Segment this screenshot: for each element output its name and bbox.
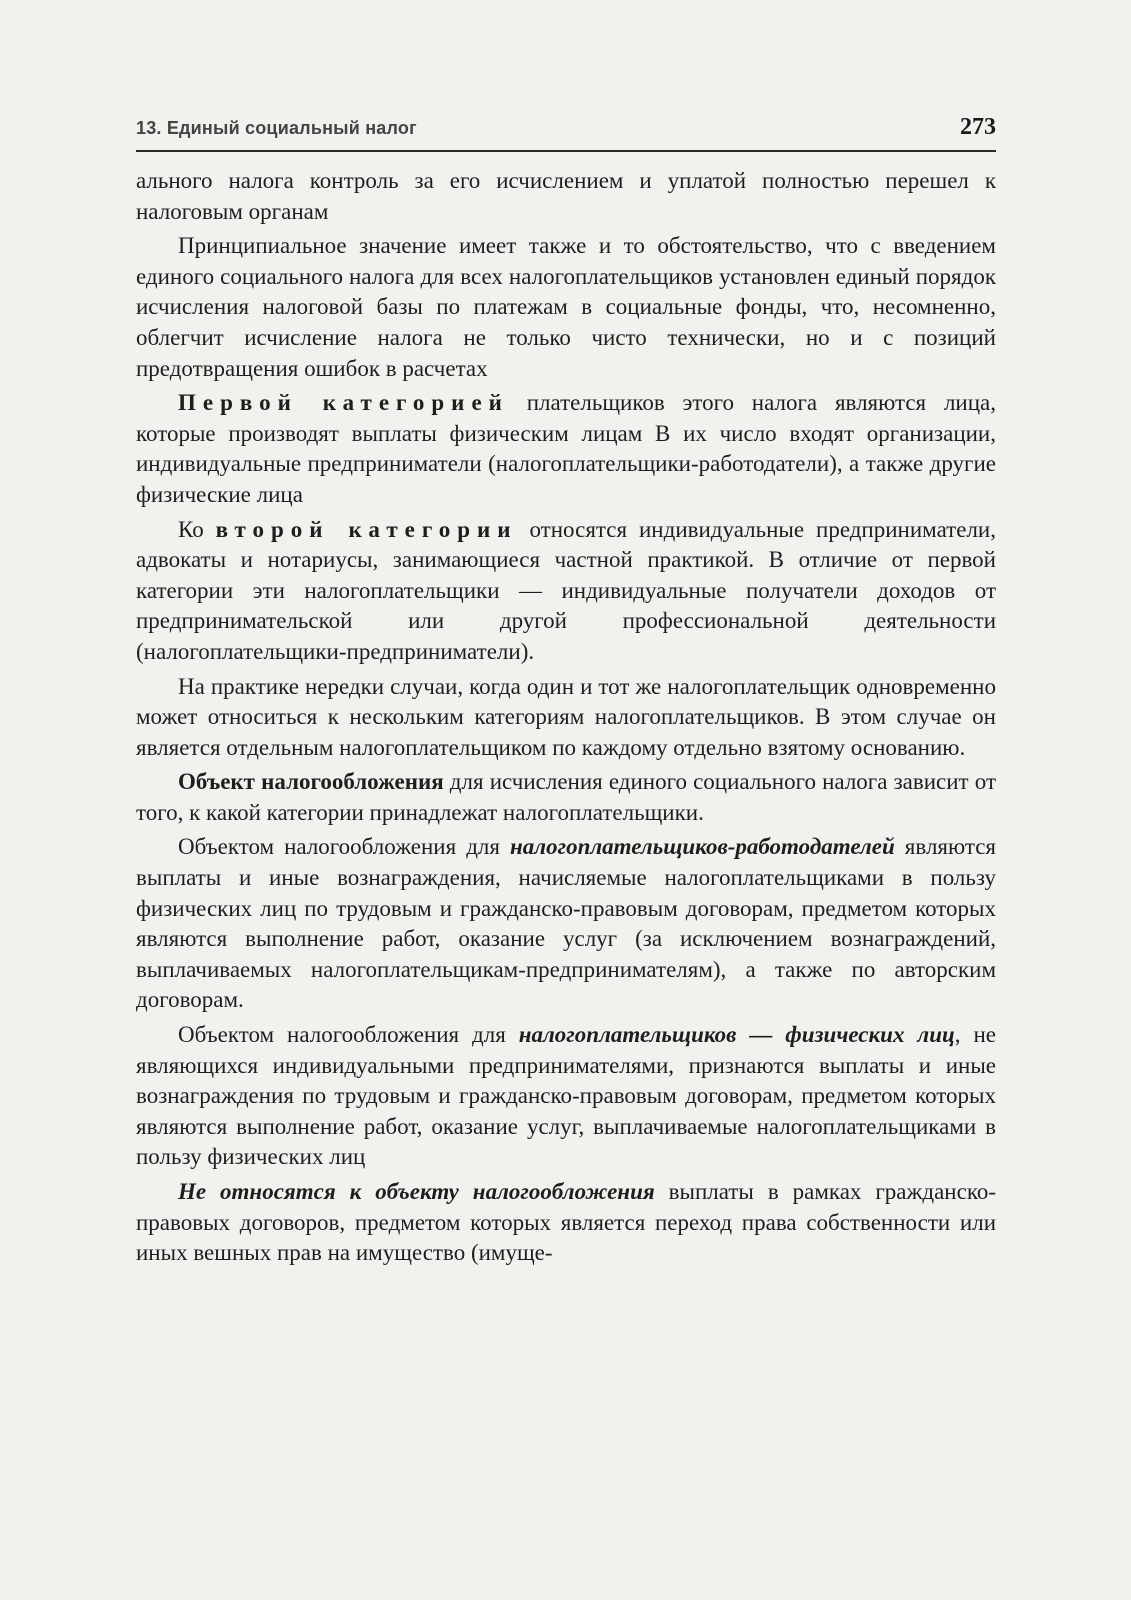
paragraph-9-text: выплаты в рамках гражданско-правовых договоров, предметом которых является переход права собственности или иных вешных прав на имущество (имуще- (136, 1179, 996, 1266)
paragraph-4-text: относятся индивидуальные предприниматели, адвокаты и нотариусы, занимающиеся частной практикой. В отличие от первой категории эти налогоплательщики — индивидуальные получатели доходов от предпринимательской или другой профессиональной деятельности (налогоплательщики-предприниматели). (136, 516, 996, 664)
term-not-taxable: Не относятся к объекту налогообложения (178, 1179, 655, 1204)
paragraph-3-text: плательщиков этого налога являются лица, которые производят выплаты физическим лицам В их число входят организации, индивидуальные предприниматели (налогоплательщики-работодатели), а также другие физические лица (136, 390, 996, 507)
term-tax-object: Объект налогообложения (178, 769, 444, 795)
paragraph-7-text: являются выплаты и иные вознаграждения, начисляемые налогоплательщиками в пользу физических лиц по трудовым и гражданско-правовым договорам, предметом которых являются выполнение работ, оказание услуг (за исключением вознаграждений, выплачиваемых налогоплательщикам-предпринимателям), а также по авторским договорам. (136, 834, 996, 1013)
paragraph-8-prefix: Объектом налогообложения для (178, 1022, 519, 1048)
paragraph-8-text: , не являющихся индивидуальными предпринимателями, признаются выплаты и иные вознаграждения по трудовым и гражданско-правовым договорам, предметом которых являются выполнение работ, оказание услуг, выплачиваемые налогоплательщиками в пользу физических лиц (136, 1022, 996, 1170)
term-first-category: Первой категорией (178, 390, 509, 416)
page-number: 273 (960, 114, 996, 140)
paragraph-5: На практике нередки случаи, когда один и тот же налогоплательщик одновременно может относиться к нескольким категориям налогоплательщиков. В этом случае он является отдельным налогоплательщиком по каждому отдельно взятому основанию. (136, 673, 996, 760)
term-second-category: второй категории (215, 516, 518, 542)
paragraph-9 (136, 1177, 996, 1269)
term-individuals: налогоплательщиков — физических лиц (518, 1022, 955, 1048)
paragraph-1: ального налога контроль за его исчислением и уплатой полностью перешел к налоговым органам (136, 168, 996, 224)
paragraph-7-prefix: Объектом налогообложения для (178, 834, 511, 860)
running-header (136, 114, 996, 152)
paragraph-2: Принципиальное значение имеет также и то обстоятельство, что с введением единого социального налога для всех налогоплательщиков установлен единый порядок исчисления налоговой базы по платежам в социальные фонды, что, несомненно, облегчит исчисление налога не только чисто технически, но и с позиций предотвращения ошибок в расчетах (136, 233, 996, 381)
paragraph-8 (136, 1020, 996, 1173)
paragraph-3 (136, 388, 996, 510)
paragraph-7 (136, 832, 996, 1016)
body-text (136, 166, 996, 1273)
term-employers: налогоплательщиков-работодателей (510, 834, 895, 860)
paragraph-6 (136, 767, 996, 828)
paragraph-4-prefix: Ко (178, 516, 216, 542)
paragraph-6-text: для исчисления единого социального налога зависит от того, к какой категории принадлежат налогоплательщики. (136, 769, 996, 825)
chapter-title: 13. Единый социальный налог (136, 118, 417, 138)
paragraph-4 (136, 515, 996, 668)
